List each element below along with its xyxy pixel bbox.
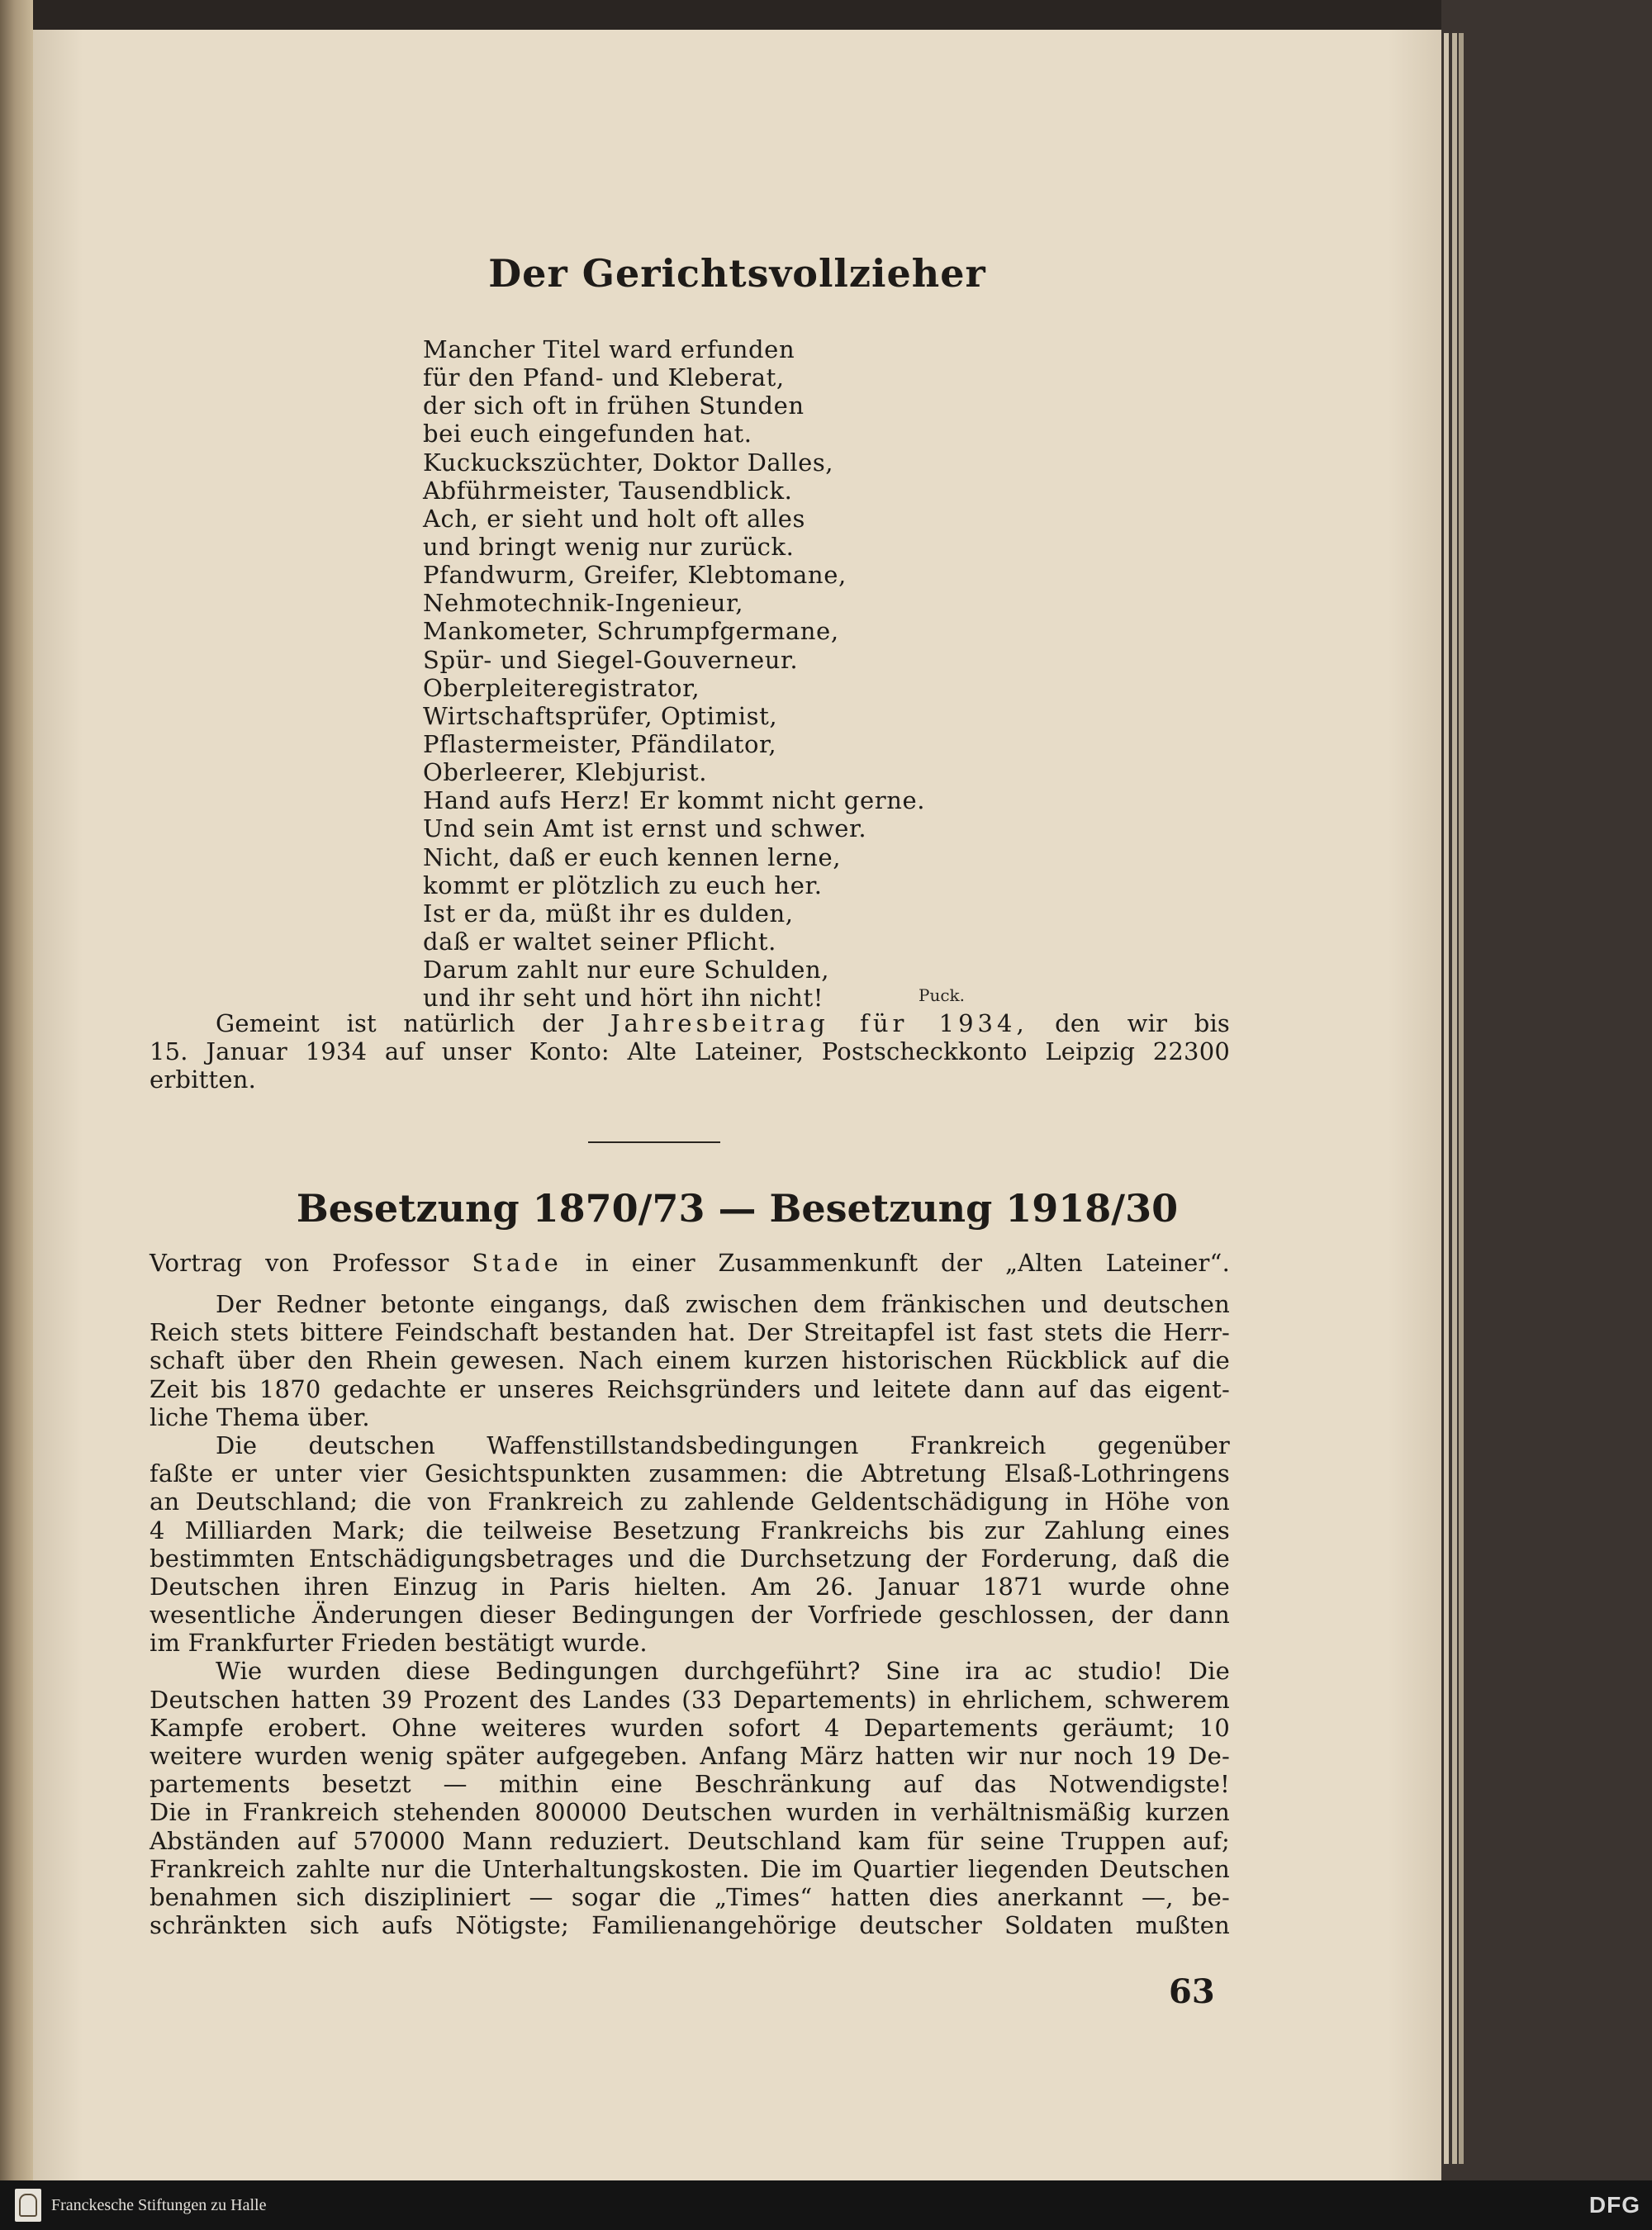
- body-line: wesentliche Änderungen dieser Bedingungen der Vorfriede geschlossen, der dann: [150, 1601, 1230, 1630]
- body-line: Zeit bis 1870 gedachte er unseres Reichsgründers und leitete dann auf das eigent-: [150, 1374, 1230, 1403]
- body-line: partements besetzt — mithin eine Beschränkung auf das Notwendigste!: [150, 1770, 1230, 1799]
- note-line: erbitten.: [150, 1065, 257, 1094]
- page-number: 63: [1169, 1972, 1215, 2011]
- poem-line: daß er waltet seiner Pflicht.: [423, 927, 776, 956]
- poem-line: für den Pfand- und Kleberat,: [423, 363, 785, 392]
- body-line: faßte er unter vier Gesichtspunkten zusammen: die Abtretung Elsaß-Lothringens: [150, 1459, 1230, 1488]
- body-line: Kampfe erobert. Ohne weiteres wurden sofort 4 Departements geräumt; 10: [150, 1713, 1230, 1742]
- poem-line: und bringt wenig nur zurück.: [423, 532, 795, 561]
- subtitle-text: in einer Zusammenkunft der „Alten Lateiner“.: [585, 1249, 1230, 1277]
- subtitle-text: Vortrag von Professor: [150, 1249, 449, 1277]
- body-line: an Deutschland; die von Frankreich zu zahlende Geldentschädigung in Höhe von: [150, 1487, 1230, 1516]
- poem-line: und ihr seht und hört ihn nicht!: [423, 984, 824, 1013]
- viewer-footer: [0, 2180, 1652, 2230]
- poem-author: Puck.: [919, 985, 966, 1005]
- poem-line: Hand aufs Herz! Er kommt nicht gerne.: [423, 786, 926, 815]
- francke-foundation-logo-icon: [15, 2189, 41, 2222]
- body-line: Abständen auf 570000 Mann reduziert. Deutschland kam für seine Truppen auf;: [150, 1826, 1230, 1855]
- body-line: schränkten sich aufs Nötigste; Familienangehörige deutscher Soldaten mußten: [150, 1911, 1230, 1940]
- section-divider: [588, 1141, 720, 1143]
- note-text: Gemeint ist natürlich der: [216, 1009, 584, 1037]
- poem-line: Darum zahlt nur eure Schulden,: [423, 956, 830, 985]
- body-line: bestimmten Entschädigungsbetrages und die Durchsetzung der Forderung, daß die: [150, 1544, 1230, 1573]
- body-line: schaft über den Rhein gewesen. Nach einem kurzen historischen Rückblick auf die: [150, 1346, 1230, 1375]
- poem-line: bei euch eingefunden hat.: [423, 420, 752, 448]
- poem-line: Oberleerer, Klebjurist.: [423, 758, 708, 787]
- poem-line: Ach, er sieht und holt oft alles: [423, 504, 805, 533]
- previous-page-edge: [0, 0, 33, 2180]
- book-page: [33, 30, 1441, 2180]
- body-line: Die deutschen Waffenstillstandsbedingungen Frankreich gegenüber: [216, 1431, 1230, 1459]
- body-line: Deutschen hatten 39 Prozent des Landes (33 Departements) in ehrlichem, schwerem: [150, 1685, 1230, 1714]
- page-stack-edge: [1452, 33, 1457, 2164]
- poem-line: Wirtschaftsprüfer, Optimist,: [423, 701, 778, 730]
- footer-institution: Franckesche Stiftungen zu Halle: [51, 2196, 267, 2214]
- poem-line: Ist er da, müßt ihr es dulden,: [423, 899, 794, 928]
- poem-line: Pfandwurm, Greifer, Klebtomane,: [423, 561, 847, 590]
- background-right: [1441, 0, 1652, 2230]
- dfg-logo: DFG: [1588, 2192, 1640, 2218]
- poem-line: Mankometer, Schrumpfgermane,: [423, 617, 839, 646]
- body-line: benahmen sich diszipliniert — sogar die „Times“ hatten dies anerkannt —, be-: [150, 1882, 1230, 1911]
- note-text: den wir bis: [1055, 1009, 1231, 1037]
- subtitle-line: [150, 1249, 1230, 1277]
- poem-line: kommt er plötzlich zu euch her.: [423, 871, 823, 899]
- poem-line: Abführmeister, Tausendblick.: [423, 476, 793, 505]
- body-line: liche Thema über.: [150, 1402, 370, 1431]
- poem-line: der sich oft in frühen Stunden: [423, 391, 805, 420]
- poem-line: Und sein Amt ist ernst und schwer.: [423, 814, 867, 843]
- article-subtitle: [150, 1249, 1230, 1277]
- body-line: Die in Frankreich stehenden 800000 Deutschen wurden in verhältnismäßig kurzen: [150, 1798, 1230, 1827]
- poem-body: [423, 335, 925, 1012]
- body-line: 4 Milliarden Mark; die teilweise Besetzung Frankreichs bis zur Zahlung eines: [150, 1516, 1230, 1544]
- body-line: weitere wurden wenig später aufgegeben. Anfang März hatten wir nur noch 19 De-: [150, 1742, 1230, 1770]
- note-emphasis: Jahresbeitrag für 1934,: [610, 1009, 1028, 1037]
- note-line: [150, 1009, 1230, 1037]
- poem-line: Mancher Titel ward erfunden: [423, 335, 795, 363]
- body-line: Frankreich zahlte nur die Unterhaltungskosten. Die im Quartier liegenden Deutschen: [150, 1854, 1230, 1883]
- poem-line: Nehmotechnik-Ingenieur,: [423, 589, 744, 618]
- body-line: Reich stets bittere Feindschaft bestanden hat. Der Streitapfel ist fast stets die Herr-: [150, 1318, 1230, 1347]
- poem-line: Nicht, daß er euch kennen lerne,: [423, 842, 842, 871]
- membership-note: [150, 1009, 1230, 1094]
- poem-line: Pflastermeister, Pfändilator,: [423, 729, 777, 758]
- speaker-name: Stade: [472, 1249, 563, 1277]
- note-line: 15. Januar 1934 auf unser Konto: Alte Lateiner, Postscheckkonto Leipzig 22300: [150, 1037, 1230, 1066]
- body-line: im Frankfurter Frieden bestätigt wurde.: [150, 1629, 648, 1658]
- poem-line: Kuckuckszüchter, Doktor Dalles,: [423, 448, 834, 477]
- poem-title: Der Gerichtsvollzieher: [488, 251, 986, 296]
- article-body: [150, 1290, 1230, 1939]
- page-stack-edge: [1444, 33, 1449, 2164]
- body-line: Wie wurden diese Bedingungen durchgeführt? Sine ira ac studio! Die: [216, 1657, 1230, 1686]
- poem-line: Spür- und Siegel-Gouverneur.: [423, 645, 799, 674]
- article-title: Besetzung 1870/73 — Besetzung 1918/30: [296, 1186, 1179, 1231]
- page-stack-edge: [1459, 33, 1464, 2164]
- body-line: Deutschen ihren Einzug in Paris hielten. Am 26. Januar 1871 wurde ohne: [150, 1572, 1230, 1601]
- body-line: Der Redner betonte eingangs, daß zwischen dem fränkischen und deutschen: [216, 1290, 1230, 1318]
- poem-line: Oberpleiteregistrator,: [423, 673, 700, 702]
